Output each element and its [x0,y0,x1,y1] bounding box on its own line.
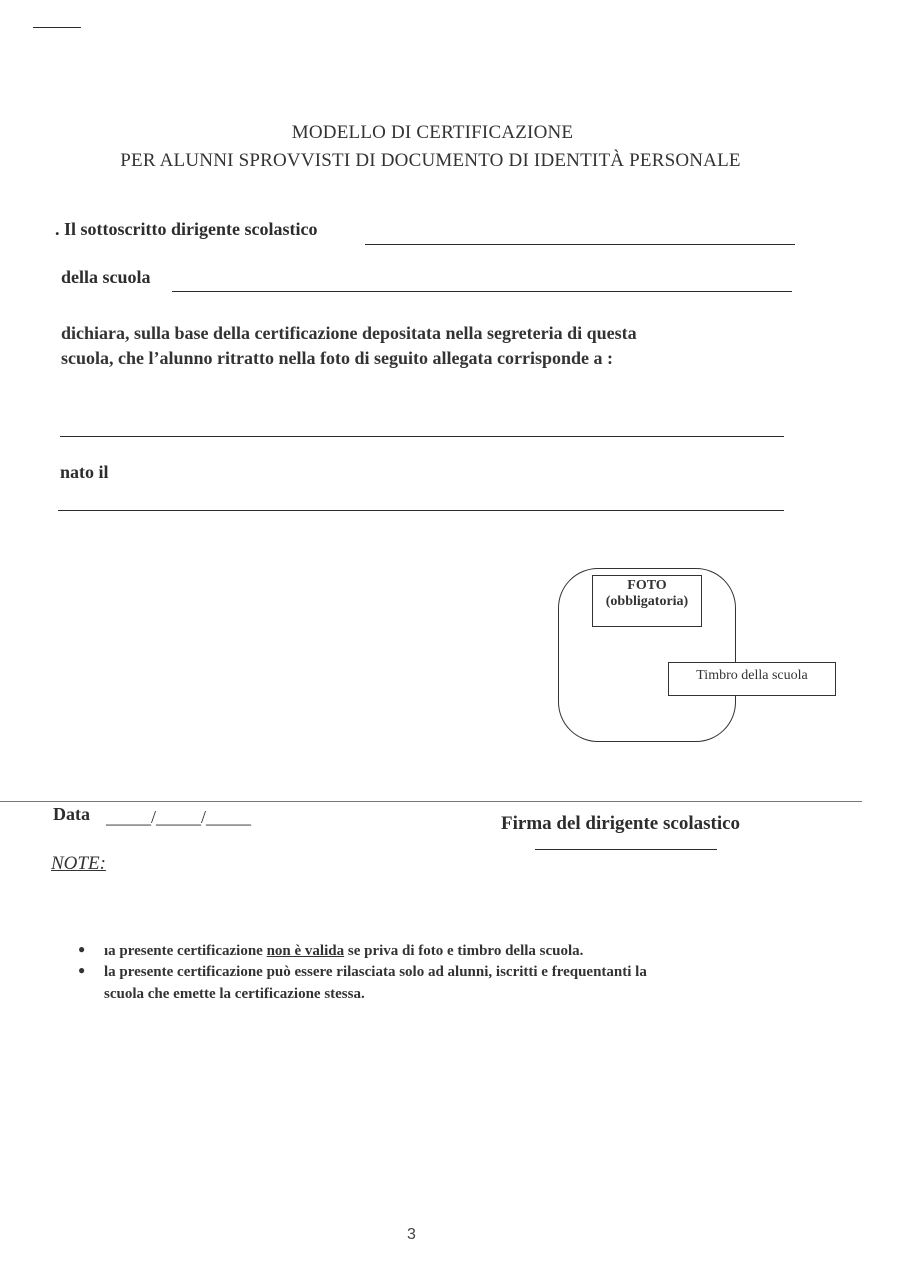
note-1-text-end: se priva di foto e timbro della scuola. [344,943,584,959]
date-blank[interactable]: _____/_____/_____ [106,807,252,827]
note-2-line-1: la presente certificazione può essere rilasciata solo ad alunni, iscritti e frequentanti la [104,964,647,980]
note-1-text-start: ıa presente certificazione [104,943,267,959]
photo-box-subtitle: (obbligatoria) [605,594,689,609]
note-bullet-2: ● [78,963,86,977]
note-bullet-1: ● [78,942,86,956]
signature-line[interactable] [535,849,717,850]
date-label: Data [53,804,90,824]
page-number: 3 [407,1226,416,1243]
student-name-line[interactable] [60,436,784,437]
section-separator [0,801,862,802]
note-1 [104,941,583,961]
stamp-box [668,662,836,696]
scuola-label: della scuola [61,267,151,287]
stamp-box-label: Timbro della scuola [696,668,808,683]
top-rule [33,27,81,28]
photo-box-title: FOTO [627,578,667,593]
signature-label: Firma del dirigente scolastico [501,813,741,834]
dirigente-label: . Il sottoscritto dirigente scolastico [55,219,318,239]
nato-il-line[interactable] [58,510,784,511]
declaration-line-2: scuola, che l’alunno ritratto nella foto di seguito allegata corrisponde a : [61,348,613,368]
photo-box [592,575,702,627]
note-2-line-2: scuola che emette la certificazione stessa. [104,986,365,1002]
declaration-line-1: dichiara, sulla base della certificazione depositata nella segreteria di questa [61,323,637,343]
notes-heading: NOTE: [51,853,106,874]
title-line-2: PER ALUNNI SPROVVISTI DI DOCUMENTO DI IDENTITÀ PERSONALE [120,150,741,171]
note-1-underlined: non è valida [266,943,345,959]
scuola-input-line[interactable] [172,291,792,292]
nato-il-label: nato il [60,462,109,482]
title-line-1: MODELLO DI CERTIFICAZIONE [291,122,574,143]
dirigente-input-line[interactable] [365,244,795,245]
